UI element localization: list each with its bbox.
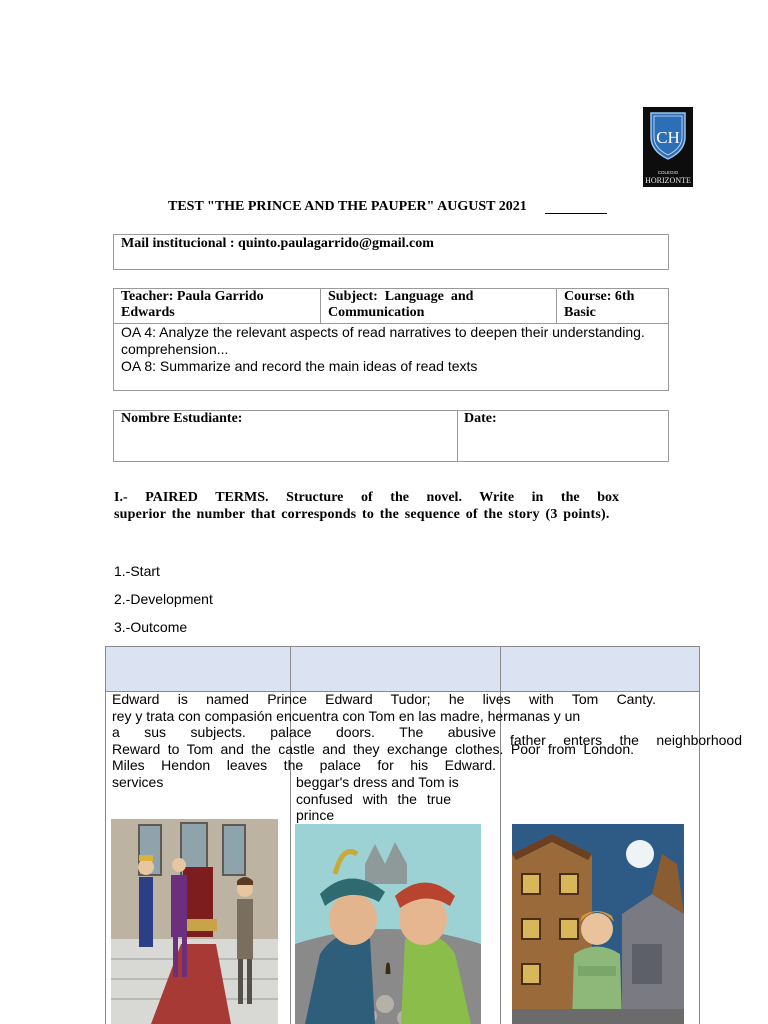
course-line1: Course: 6th	[564, 289, 635, 304]
teacher-info-table	[113, 288, 669, 391]
test-title: TEST "THE PRINCE AND THE PAUPER" AUGUST 2021	[168, 199, 527, 214]
logo-monogram: CH	[656, 128, 680, 147]
col2-line-1: beggar's dress and Tom is	[296, 774, 459, 790]
student-name-label: Nombre Estudiante:	[121, 411, 243, 426]
answer-box-1[interactable]	[106, 647, 290, 692]
logo-text-line1: COLEGIO	[657, 170, 679, 175]
prince-and-pauper-illustration	[295, 824, 481, 1024]
oa4-line2: comprehension...	[121, 341, 229, 357]
story-line-4: Reward to Tom and the castle and they exchange clothes. Poor from London.	[112, 740, 634, 757]
date-label: Date:	[464, 411, 497, 426]
stage-start: 1.-Start	[114, 563, 160, 579]
story-line-3: a sus subjects. palace doors. The abusive	[112, 724, 496, 740]
course-line2: Basic	[564, 305, 596, 320]
student-info-table	[113, 410, 669, 462]
title-underline	[545, 213, 607, 214]
section-1-instructions	[114, 489, 619, 523]
london-street-illustration	[512, 824, 684, 1024]
teacher-line1: Teacher: Paula Garrido	[121, 289, 264, 304]
throne-room-illustration	[111, 819, 278, 1024]
section-1-line2: superior the number that corresponds to the sequence of the story (3 points).	[114, 507, 610, 522]
teacher-cell	[114, 289, 321, 323]
mail-box	[113, 234, 669, 270]
oa4-line1: OA 4: Analyze the relevant aspects of read narratives to deepen their understanding.	[121, 324, 645, 340]
col2-line-3: prince	[296, 807, 335, 823]
section-1-line1: I.- PAIRED TERMS. Structure of the novel. Write in the box	[114, 490, 619, 505]
col3-line: father enters the neighborhood	[510, 732, 742, 748]
story-line-5: Miles Hendon leaves the palace for his Edward.	[112, 757, 496, 773]
teacher-line2: Edwards	[121, 305, 175, 320]
stage-outcome: 3.-Outcome	[114, 619, 188, 635]
answer-box-3[interactable]	[501, 647, 699, 692]
objectives-area	[114, 323, 668, 390]
oa8-line: OA 8: Summarize and record the main ideas of read texts	[121, 358, 478, 374]
story-line-1: Edward is named Prince Edward Tudor; he lives with Tom Canty.	[112, 691, 656, 707]
student-name-cell[interactable]	[114, 411, 458, 461]
course-cell	[557, 289, 669, 323]
mail-label: Mail institucional : quinto.paulagarrido@gmail.com	[121, 236, 434, 251]
story-line-2: rey y trata con compasión encuentra con Tom en las madre, hermanas y un	[112, 707, 581, 724]
stage-development: 2.-Development	[114, 591, 213, 607]
story-col2-text	[296, 774, 476, 824]
col2-line-2: confused with the true	[296, 790, 451, 807]
subject-line2: Communication	[328, 305, 425, 320]
school-logo	[643, 107, 693, 187]
story-line-6: services	[112, 773, 164, 790]
logo-text-line2: HORIZONTE	[645, 176, 691, 185]
subject-line1: Subject: Language and	[328, 289, 474, 304]
subject-cell	[321, 289, 557, 323]
answer-box-2[interactable]	[291, 647, 500, 692]
date-cell[interactable]	[458, 411, 668, 461]
